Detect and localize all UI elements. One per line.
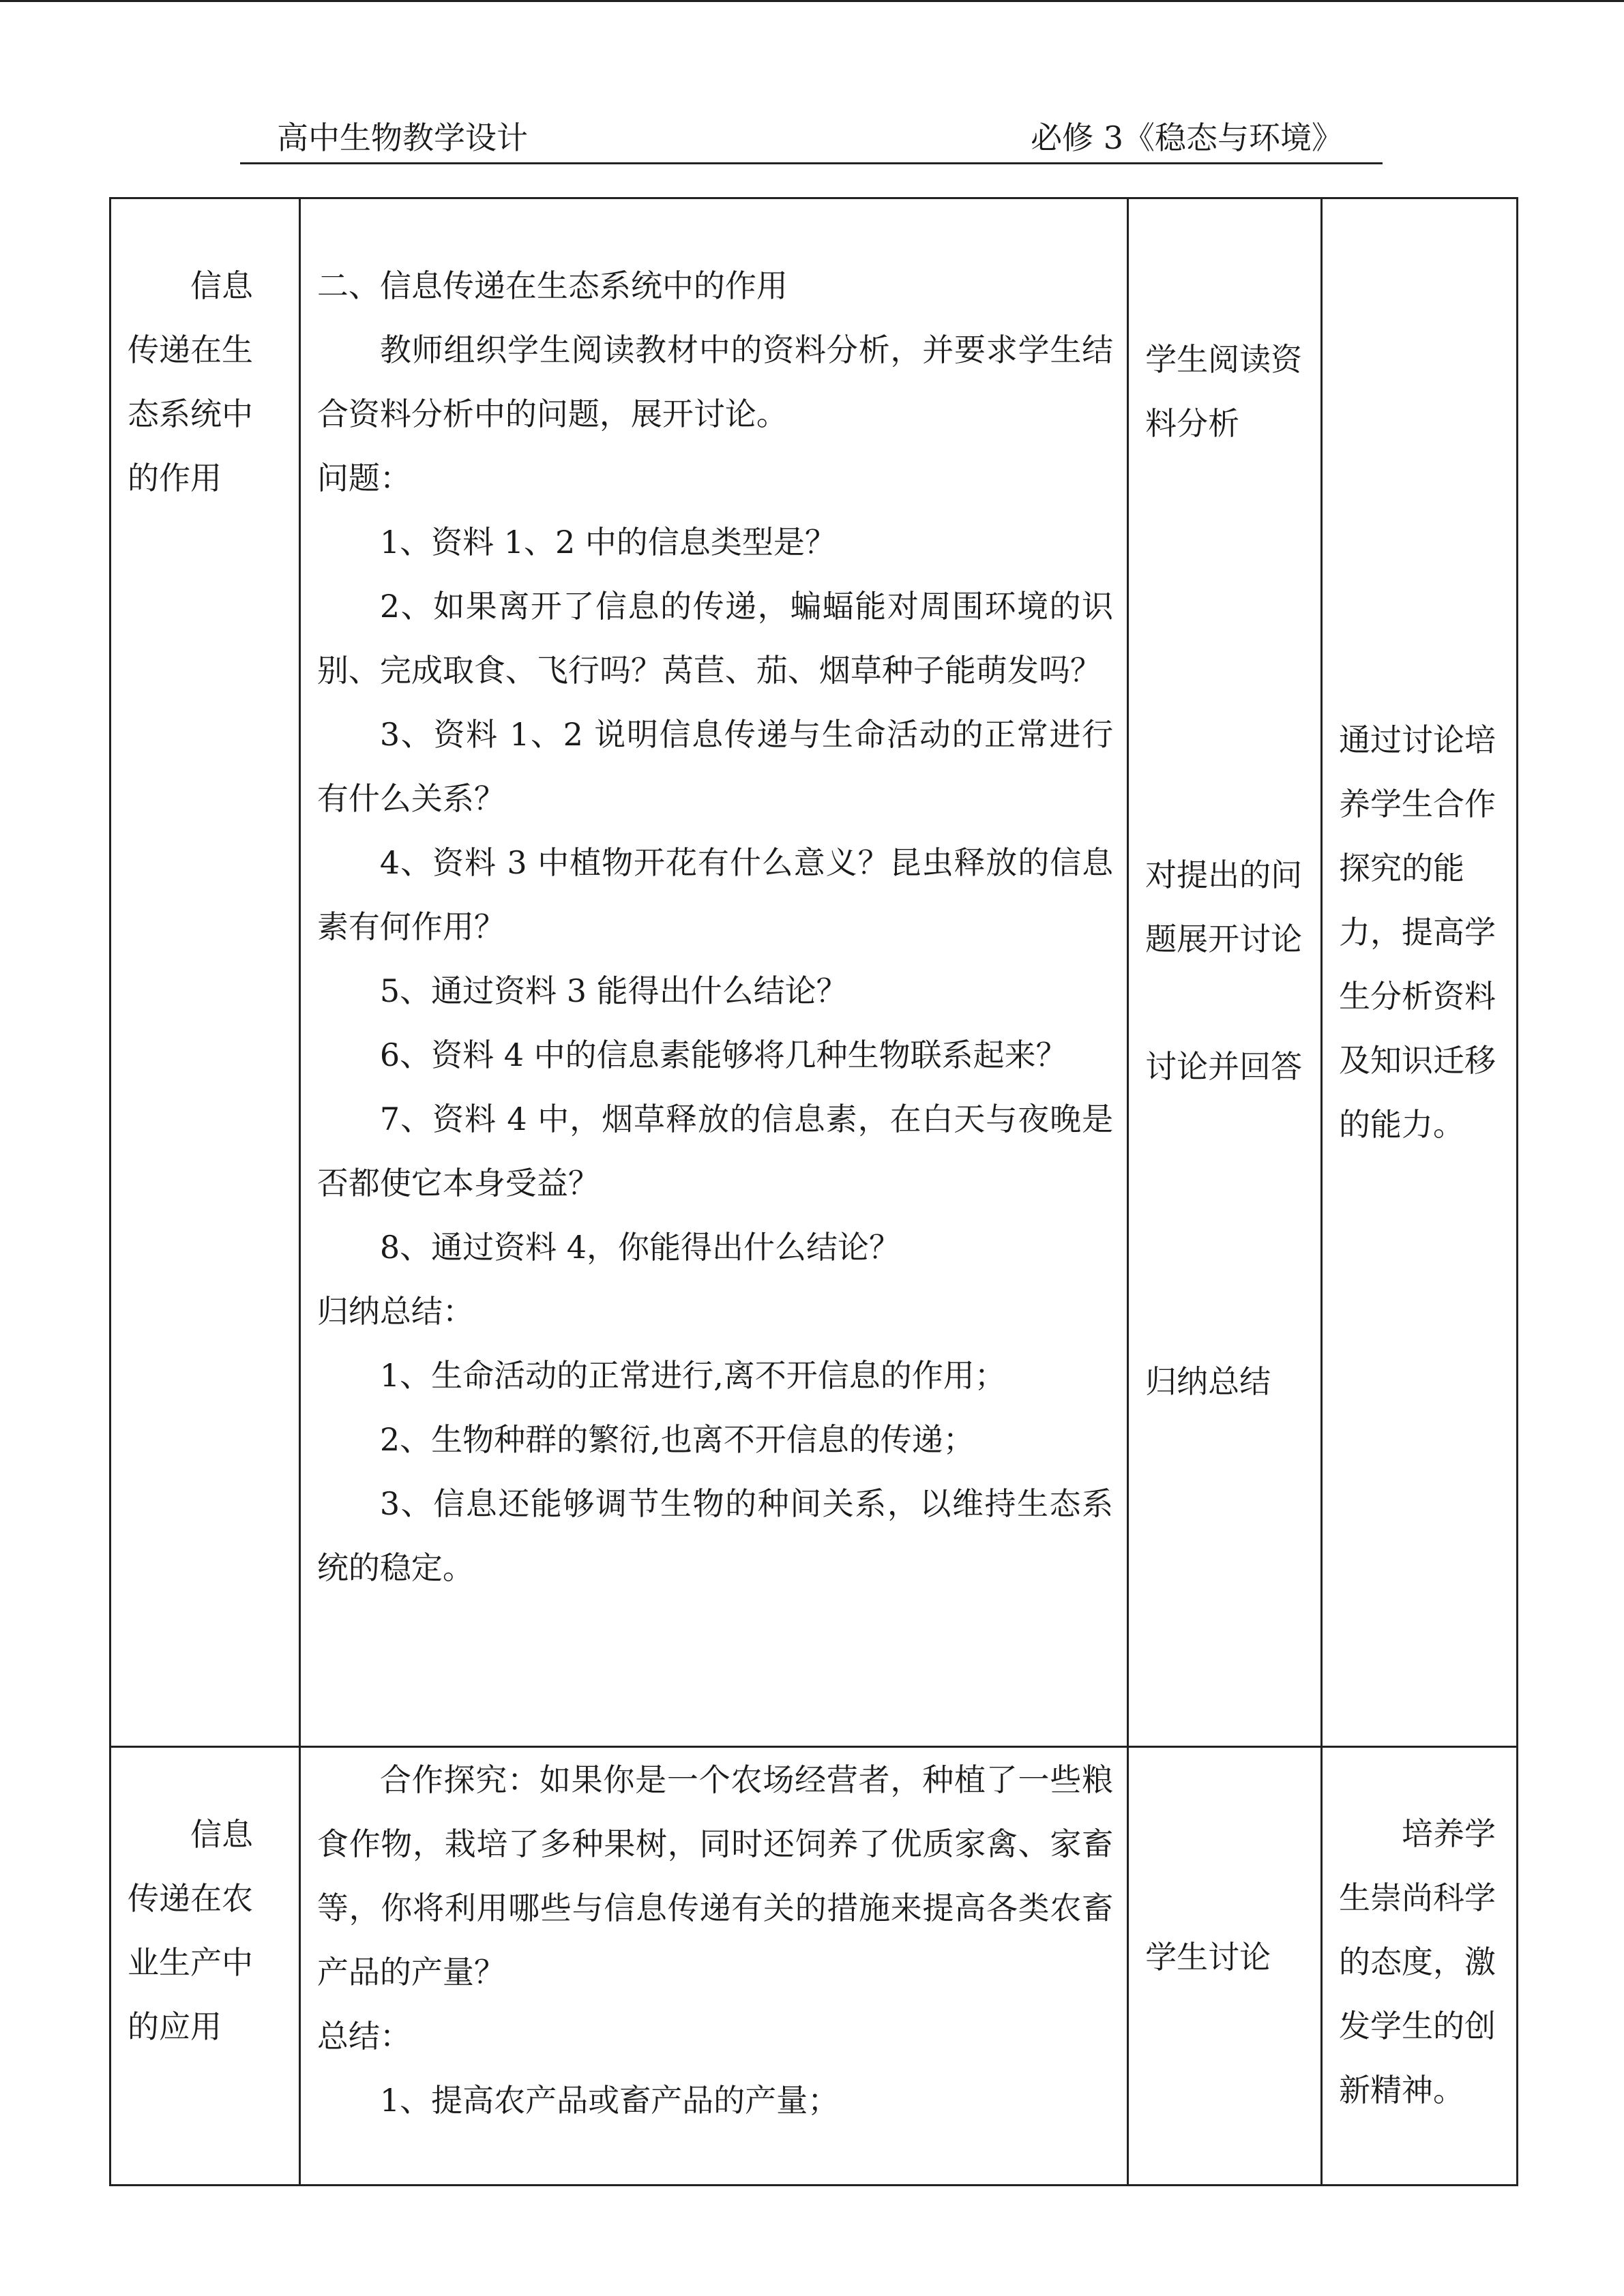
purpose-text: 培养学生崇尚科学的态度，激发学生的创新精神。 bbox=[1339, 1815, 1496, 2108]
activity-cell bbox=[1128, 1747, 1322, 2186]
purpose-text: 通过讨论培养学生合作探究的能力，提高学生分析资料及知识迁移的能力。 bbox=[1339, 721, 1496, 1143]
summary-item: 2、生物种群的繁衍,也离不开信息的传递； bbox=[379, 1421, 975, 1458]
topic-line: 的应用 bbox=[128, 2008, 222, 2045]
topic-cell bbox=[110, 198, 300, 1747]
content-cell bbox=[299, 198, 1127, 1747]
activity-text: 归纳总结 bbox=[1145, 1363, 1271, 1400]
question-item: 5、通过资料 3 能得出什么结论？ bbox=[379, 972, 848, 1009]
header-course-title: 高中生物教学设计 bbox=[277, 119, 528, 156]
content-paragraph: 合作探究：如果你是一个农场经营者，种植了一些粮食作物，栽培了多种果树，同时还饲养了优质家禽、家畜等，你将利用哪些与信息传递有关的措施来提高各类农畜产品的产量？ bbox=[316, 1761, 1114, 1991]
table-row bbox=[110, 1747, 1518, 2186]
activity-text: 讨论并回答 bbox=[1145, 1048, 1303, 1085]
content-label: 问题： bbox=[316, 460, 411, 496]
lesson-plan-table bbox=[109, 197, 1518, 2186]
activity-text: 学生讨论 bbox=[1145, 1939, 1271, 1976]
topic-line: 传递在生 bbox=[128, 331, 253, 368]
content-cell bbox=[299, 1747, 1127, 2186]
question-item: 6、资料 4 中的信息素能够将几种生物联系起来？ bbox=[379, 1037, 1067, 1073]
question-item: 7、资料 4 中，烟草释放的信息素，在白天与夜晚是否都使它本身受益？ bbox=[316, 1101, 1114, 1202]
topic-line: 的作用 bbox=[128, 460, 222, 496]
topic-cell bbox=[110, 1747, 300, 2186]
table-row bbox=[110, 198, 1518, 1747]
question-item: 1、资料 1、2 中的信息类型是？ bbox=[379, 524, 836, 561]
topic-line: 传递在农 bbox=[128, 1880, 253, 1917]
purpose-cell bbox=[1322, 198, 1518, 1747]
topic-line: 态系统中 bbox=[128, 396, 253, 432]
page-header bbox=[240, 116, 1383, 164]
topic-line: 信息 bbox=[190, 267, 253, 304]
question-item: 8、通过资料 4，你能得出什么结论？ bbox=[379, 1229, 901, 1266]
page-top-border bbox=[0, 0, 1624, 2]
question-item: 3、资料 1、2 说明信息传递与生命活动的正常进行有什么关系？ bbox=[316, 716, 1114, 817]
purpose-cell bbox=[1322, 1747, 1518, 2186]
topic-line: 业生产中 bbox=[128, 1944, 253, 1981]
summary-item: 1、生命活动的正常进行,离不开信息的作用； bbox=[379, 1357, 1006, 1394]
section-heading: 二、信息传递在生态系统中的作用 bbox=[316, 267, 788, 304]
summary-item: 3、信息还能够调节生物的种间关系，以维持生态系统的稳定。 bbox=[316, 1485, 1114, 1586]
topic-line: 信息 bbox=[190, 1816, 253, 1853]
content-label: 总结： bbox=[316, 2018, 411, 2055]
activity-text: 对提出的问题展开讨论 bbox=[1145, 856, 1303, 957]
header-module-title: 必修 3《稳态与环境》 bbox=[1031, 119, 1343, 156]
question-item: 2、如果离开了信息的传递，蝙蝠能对周围环境的识别、完成取食、飞行吗？莴苣、茄、烟草种子能萌发吗？ bbox=[316, 588, 1114, 689]
content-label: 归纳总结： bbox=[316, 1293, 474, 1330]
content-paragraph: 教师组织学生阅读教材中的资料分析，并要求学生结合资料分析中的问题，展开讨论。 bbox=[316, 331, 1114, 432]
activity-cell bbox=[1128, 198, 1322, 1747]
summary-item: 1、提高农产品或畜产品的产量； bbox=[379, 2082, 840, 2119]
activity-text: 学生阅读资料分析 bbox=[1145, 341, 1303, 442]
question-item: 4、资料 3 中植物开花有什么意义？昆虫释放的信息素有何作用？ bbox=[316, 844, 1114, 945]
